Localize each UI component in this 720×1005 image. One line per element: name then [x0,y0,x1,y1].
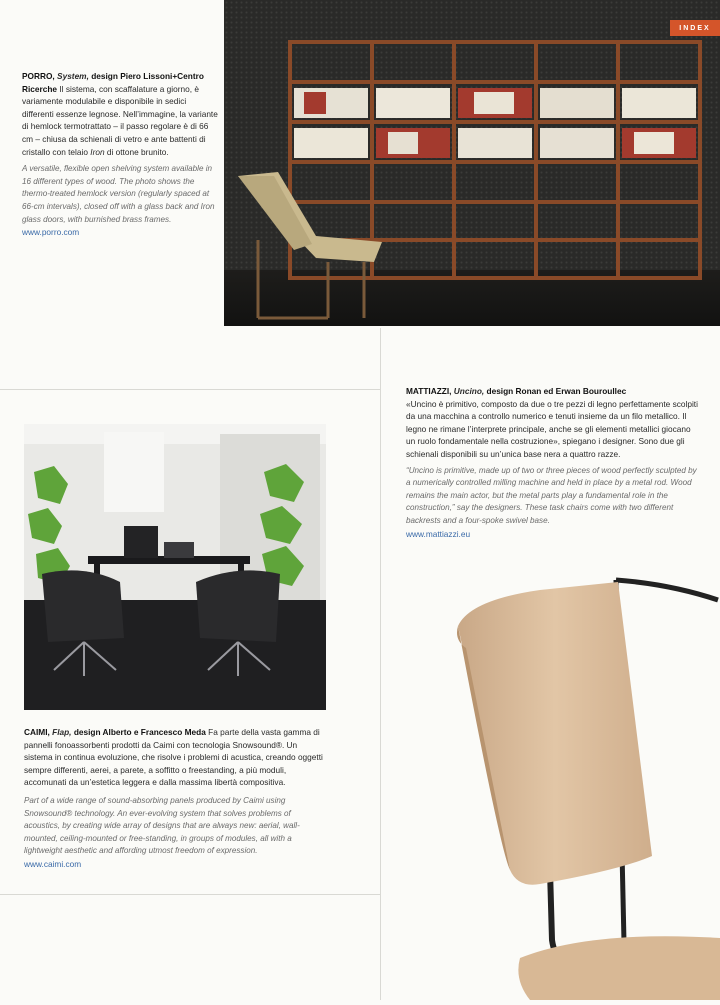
caimi-italian-text [24,726,324,789]
caimi-design: design Alberto e Francesco Meda [73,727,206,737]
mattiazzi-link[interactable]: www.mattiazzi.eu [406,528,471,539]
caimi-text-en: Part of a wide range of sound-absorbing panels produced by Caimi using Snowsound® technology. An ever-evolving system that solves problems of acoustics, by creating wide array of designs that are always new: aerial, wall-mounted, ceiling-mounted or free-standing, in groups of modules, all with a lightweight aesthetic and affording utmost freedom of expression. [24,795,300,856]
vertical-divider [380,328,381,1000]
horizontal-divider-left [0,389,380,390]
porro-caption [22,70,218,240]
porro-model: System, [57,71,89,81]
mattiazzi-design: design Ronan ed Erwan Bouroullec [486,386,627,396]
mattiazzi-text-en: “Uncino is primitive, made up of two or three pieces of wood perfectly sculpted by a numerically controlled milling machine and held in place by a metal rod. Wood remains the main actor, but the metal parts play a fundamental role in the construction,” say the designers. These task chairs come with two different backrests and a four-spoke swivel base. [406,465,697,525]
mattiazzi-english-text [406,465,698,542]
mattiazzi-brand: MATTIAZZI, [406,386,452,396]
porro-design: design Piero Lissoni+Centro Ricerche [22,71,204,94]
caimi-brand: CAIMI, [24,727,50,737]
mattiazzi-chair-photo [440,570,720,1000]
mattiazzi-model: Uncino, [453,386,485,396]
caimi-caption [24,726,324,872]
porro-text-en: A versatile, flexible open shelving system available in 16 different types of wood. The photo shows the thermo-treated hemlock version (regularly spaced at 66-cm intervals), closed off with a glass back and Iron glass doors, with burnished brass frames. [22,164,215,224]
index-tab-label: INDEX [679,24,711,32]
mattiazzi-italian-text [406,385,698,461]
porro-english-text [22,163,218,240]
porro-text-it-1: Il sistema, con scaffalature a giorno, è variamente modulabile e disponibile in sedici differenti essenze legnose. Nell’immagine, la variante di hemlock termotrattato – il passo regolare è di 66 cm – chiusa da schienali di vetro e ante battenti di cristallo con telaio [22,83,218,157]
mattiazzi-text-it: «Uncino è primitivo, composto da due o tre pezzi di legno perfettamente scolpiti da una macchina a controllo numerico e tenuti insieme da un filo metallico. Il legno ne rimane l’interprete principale, anche se gli elementi metallici giocano un ruolo fondamentale nella costruzione», spiegano i designer. Sono due gli schienali disponibili su un’unica base nera a quattro razze. [406,398,698,459]
porro-text-it-2: di ottone brunito. [104,146,169,157]
caimi-office-photo [24,424,326,710]
caimi-text-it: Fa parte della vasta gamma di pannelli fonoassorbenti prodotti da Caimi con tecnologia Snowsound®. Un sistema in continua evoluzione, che risolve i problemi di acustica, creando oggetti sempre differenti, aerei, a parete, a soffitto o freestanding, a più moduli, accomunati da un’estetica leggera e dalla massima libertà compositiva. [24,727,323,788]
porro-brand: PORRO, [22,71,55,81]
porro-italian-text [22,70,218,158]
caimi-link[interactable]: www.caimi.com [24,858,82,869]
mattiazzi-caption [406,385,698,541]
index-tab[interactable] [670,20,720,36]
porro-bookcase-photo [224,0,720,326]
caimi-model: Flap, [52,727,72,737]
horizontal-divider-bottom [0,894,380,895]
porro-link[interactable]: www.porro.com [22,227,80,238]
porro-text-it-iron: Iron [90,146,105,157]
caimi-english-text [24,795,324,872]
